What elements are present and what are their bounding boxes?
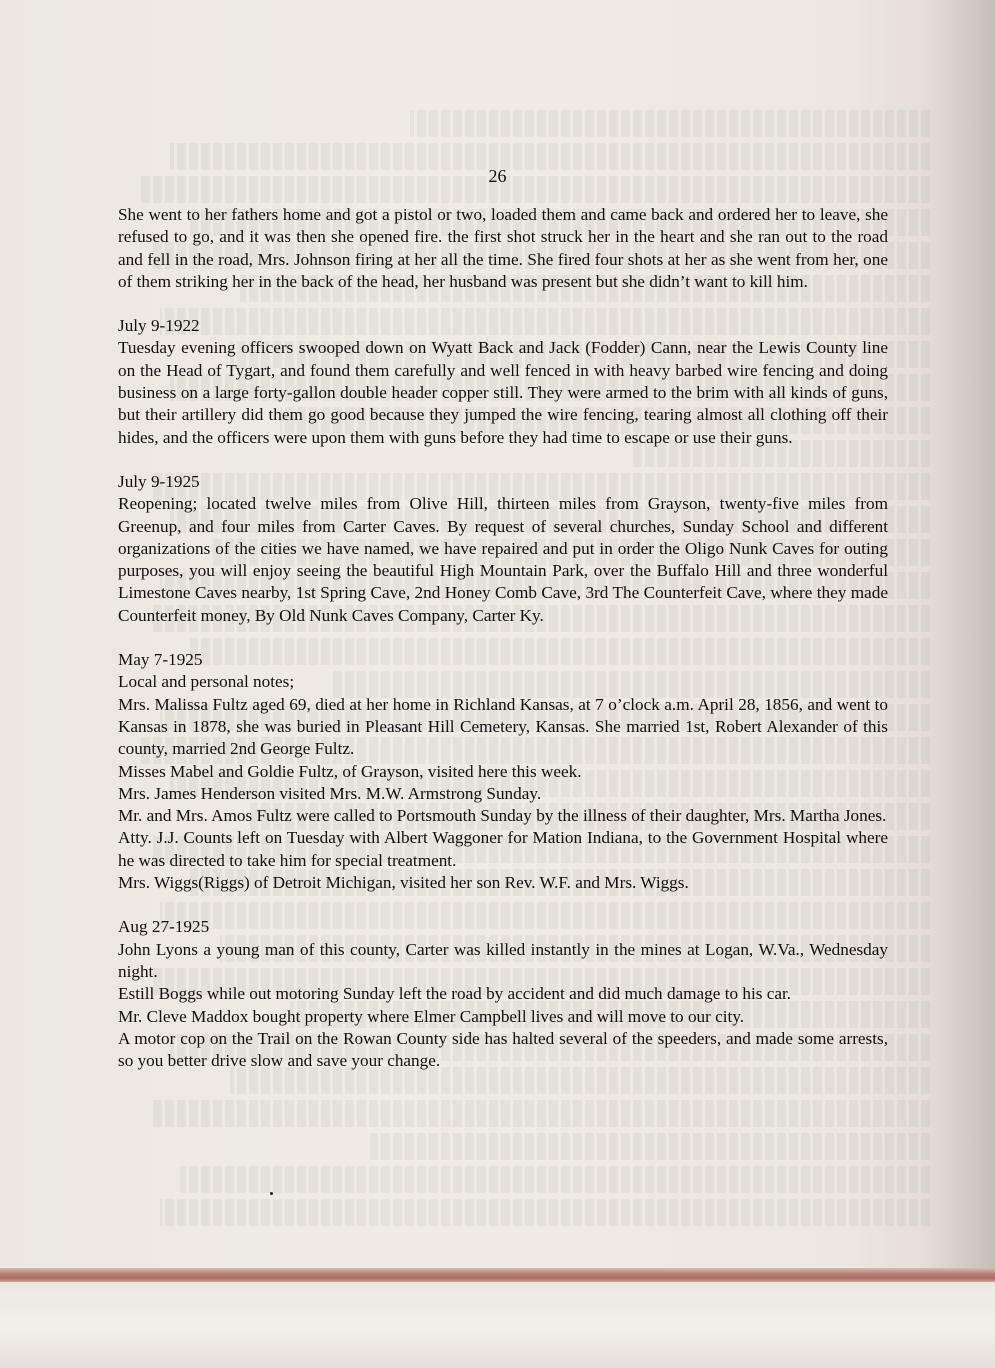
ink-speck (270, 1192, 273, 1195)
page-text (118, 204, 888, 1094)
section-paragraph: Mrs. Malissa Fultz aged 69, died at her home in Richland Kansas, at 7 o’clock a.m. April 28, 1856, and went to Kansas in 1878, she was buried in Pleasant Hill Cemetery, Kansas. She married 1st, Robert Alexander of this county, married 2nd George Fultz. (118, 694, 888, 759)
news-section (118, 471, 888, 627)
book-page-edge (0, 1268, 995, 1282)
section-paragraph: Estill Boggs while out motoring Sunday left the road by accident and did much damage to his car. (118, 984, 792, 1004)
section-paragraph: Local and personal notes; (118, 672, 295, 692)
section-paragraph: John Lyons a young man of this county, Carter was killed instantly in the mines at Logan, W.Va., Wednesday night. (118, 939, 888, 981)
news-section (118, 649, 888, 894)
section-date: May 7-1925 (118, 650, 203, 670)
intro-paragraph: She went to her fathers home and got a pistol or two, loaded them and came back and ordered her to leave, she refused to go, and it was then she opened fire. the first shot struck her in the heart and she ran out to the road and fell in the road, Mrs. Johnson firing at her all the time. She fired four shots at her as she went from her, one of them striking her in the back of the head, her husband was present but she didn’t want to kill him. (118, 205, 888, 291)
news-section (118, 916, 888, 1072)
section-date: Aug 27-1925 (118, 917, 210, 937)
section-paragraph: Mrs. James Henderson visited Mrs. M.W. Armstrong Sunday. (118, 783, 542, 803)
section-paragraph: Mr. and Mrs. Amos Fultz were called to Portsmouth Sunday by the illness of their daughter, Mrs. Martha Jones. (118, 806, 887, 826)
section-paragraph: Reopening; located twelve miles from Olive Hill, thirteen miles from Grayson, twenty-five miles from Greenup, and four miles from Carter Caves. By request of several churches, Sunday School and different organizations of the cities we have named, we have repaired and put in order the Oligo Nunk Caves for outing purposes, you will enjoy seeing the beautiful High Mountain Park, over the Buffalo Hill and three wonderful Limestone Caves nearby, 1st Spring Cave, 2nd Honey Comb Cave, 3rd The Counterfeit Cave, where they made Counterfeit money, By Old Nunk Caves Company, Carter Ky. (118, 494, 888, 625)
section-date: July 9-1925 (118, 471, 200, 491)
intro-paragraph-block (118, 204, 888, 293)
section-paragraph: Mr. Cleve Maddox bought property where Elmer Campbell lives and will move to our city. (118, 1006, 745, 1026)
news-section (118, 315, 888, 449)
page-number: 26 (488, 166, 507, 186)
section-paragraph: Tuesday evening officers swooped down on Wyatt Back and Jack (Fodder) Cann, near the Lewis County line on the Head of Tygart, and found them carefully and well fenced in with heavy barbed wire fencing and doing business on a large forty-gallon double header copper still. They were armed to the brim with all kinds of guns, but their artillery did them go good because they jumped the wire fencing, tearing almost all clothing off their hides, and the officers were upon them with guns before they had time to escape or use their guns. (118, 338, 888, 447)
section-paragraph: Misses Mabel and Goldie Fultz, of Grayson, visited here this week. (118, 761, 582, 781)
dated-sections (118, 315, 888, 1072)
scanner-bed (0, 1282, 995, 1368)
section-date: July 9-1922 (118, 316, 200, 336)
section-paragraph: Atty. J.J. Counts left on Tuesday with Albert Waggoner for Mation Indiana, to the Government Hospital where he was directed to take him for special treatment. (118, 828, 888, 870)
section-paragraph: A motor cop on the Trail on the Rowan County side has halted several of the speeders, and made some arrests, so you better drive slow and save your change. (118, 1028, 888, 1071)
section-paragraph: Mrs. Wiggs(Riggs) of Detroit Michigan, visited her son Rev. W.F. and Mrs. Wiggs. (118, 873, 689, 893)
